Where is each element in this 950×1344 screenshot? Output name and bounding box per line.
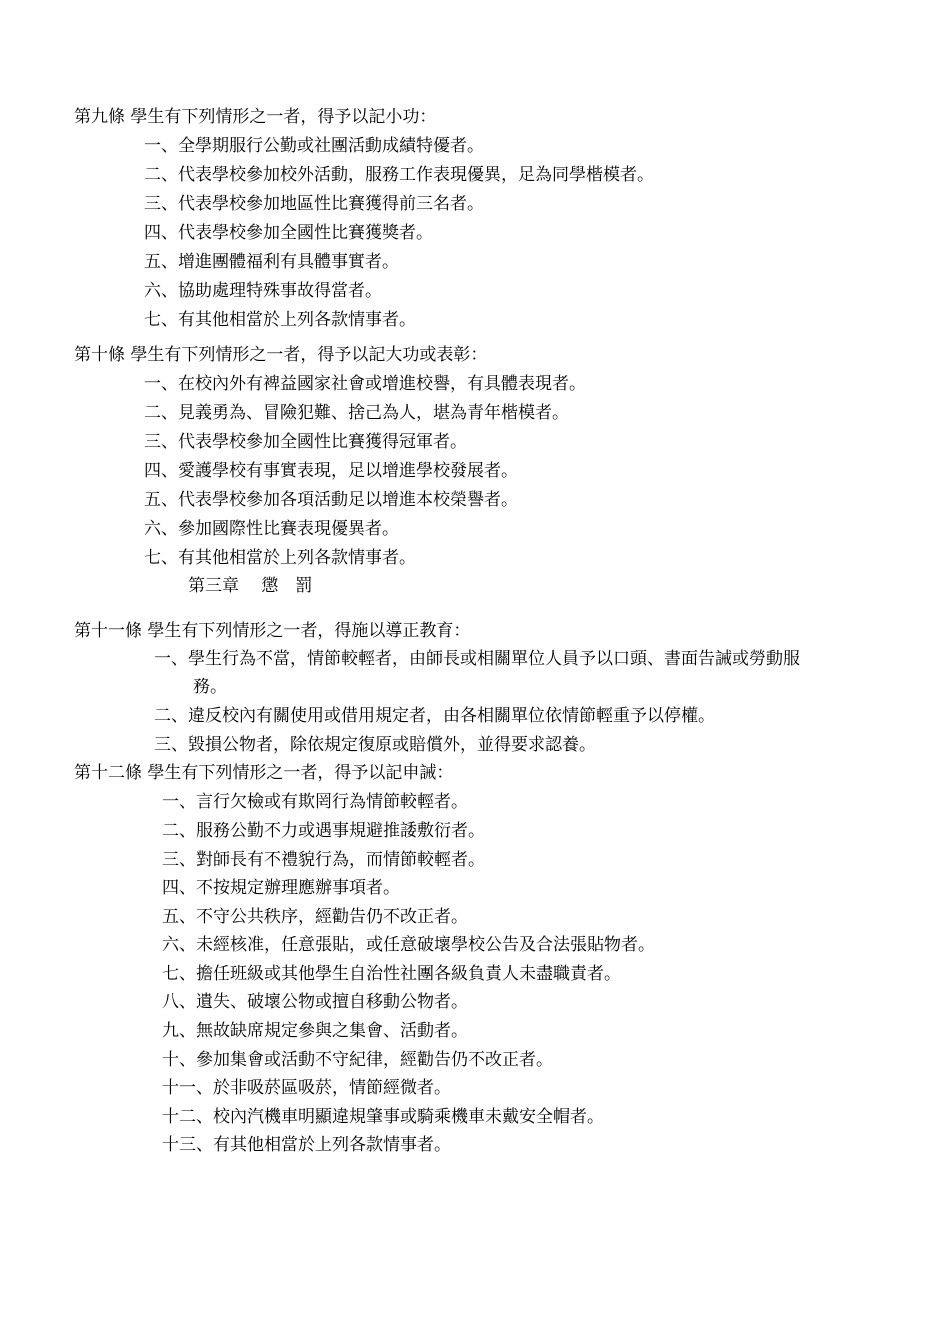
article-12-item: 十一、於非吸菸區吸菸，情節經微者。 [162, 1078, 451, 1098]
article-11-item: 二、違反校內有關使用或借用規定者，由各相關單位依情節輕重予以停權。 [154, 706, 715, 726]
article-12-item: 十三、有其他相當於上列各款情事者。 [162, 1135, 451, 1155]
article-12-item: 十二、校內汽機車明顯違規肇事或騎乘機車未戴安全帽者。 [162, 1107, 604, 1127]
article-10-item: 六、參加國際性比賽表現優異者。 [144, 519, 399, 539]
article-10-item: 三、代表學校參加全國性比賽獲得冠軍者。 [144, 432, 467, 452]
article-11-heading: 第十一條 學生有下列情形之一者，得施以導正教育： [74, 621, 471, 641]
article-10-item: 五、代表學校參加各項活動足以增進本校榮譽者。 [144, 490, 518, 510]
article-12-item: 八、遺失、破壞公物或擅自移動公物者。 [162, 992, 468, 1012]
article-12-item: 三、對師長有不禮貌行為，而情節較輕者。 [162, 850, 485, 870]
article-9-item: 一、全學期服行公勤或社團活動成績特優者。 [144, 136, 484, 156]
article-12-item: 五、不守公共秩序，經勸告仍不改正者。 [162, 907, 468, 927]
article-12-item: 一、言行欠檢或有欺罔行為情節較輕者。 [162, 792, 468, 812]
article-9-item: 二、代表學校參加校外活動，服務工作表現優異，足為同學楷模者。 [144, 165, 654, 185]
article-12-item: 九、無故缺席規定參與之集會、活動者。 [162, 1021, 468, 1041]
article-11-item: 一、學生行為不當，情節較輕者，由師長或相關單位人員予以口頭、書面告誡或勞動服 [154, 649, 800, 669]
article-10-heading: 第十條 學生有下列情形之一者，得予以記大功或表彰： [74, 345, 488, 365]
article-9-item: 七、有其他相當於上列各款情事者。 [144, 310, 416, 330]
article-9-item: 三、代表學校參加地區性比賽獲得前三名者。 [144, 194, 484, 214]
chapter-title: 第三章 懲 罰 [188, 576, 313, 596]
article-10-item: 四、愛護學校有事實表現，足以增進學校發展者。 [144, 461, 518, 481]
article-9-item: 五、增進團體福利有具體事實者。 [144, 252, 399, 272]
article-11-item: 三、毀損公物者，除依規定復原或賠償外，並得要求認養。 [154, 735, 596, 755]
article-12-item: 十、參加集會或活動不守紀律，經勸告仍不改正者。 [162, 1050, 553, 1070]
article-9-item: 四、代表學校參加全國性比賽獲獎者。 [144, 223, 433, 243]
article-12-item: 二、服務公勤不力或遇事規避推諉敷衍者。 [162, 821, 485, 841]
article-12-item: 六、未經核准，任意張貼，或任意破壞學校公告及合法張貼物者。 [162, 935, 655, 955]
article-12-item: 七、擔任班級或其他學生自治性社團各級負責人未盡職責者。 [162, 964, 621, 984]
article-12-item: 四、不按規定辦理應辦事項者。 [162, 878, 400, 898]
article-10-item: 七、有其他相當於上列各款情事者。 [144, 548, 416, 568]
article-12-heading: 第十二條 學生有下列情形之一者，得予以記申誡： [74, 763, 454, 783]
article-9-heading: 第九條 學生有下列情形之一者，得予以記小功： [74, 107, 437, 127]
article-11-item-continuation: 務。 [193, 677, 227, 697]
article-10-item: 一、在校內外有裨益國家社會或增進校譽，有具體表現者。 [144, 374, 586, 394]
article-10-item: 二、見義勇為、冒險犯難、捨己為人，堪為青年楷模者。 [144, 403, 569, 423]
article-9-item: 六、協助處理特殊事故得當者。 [144, 281, 382, 301]
